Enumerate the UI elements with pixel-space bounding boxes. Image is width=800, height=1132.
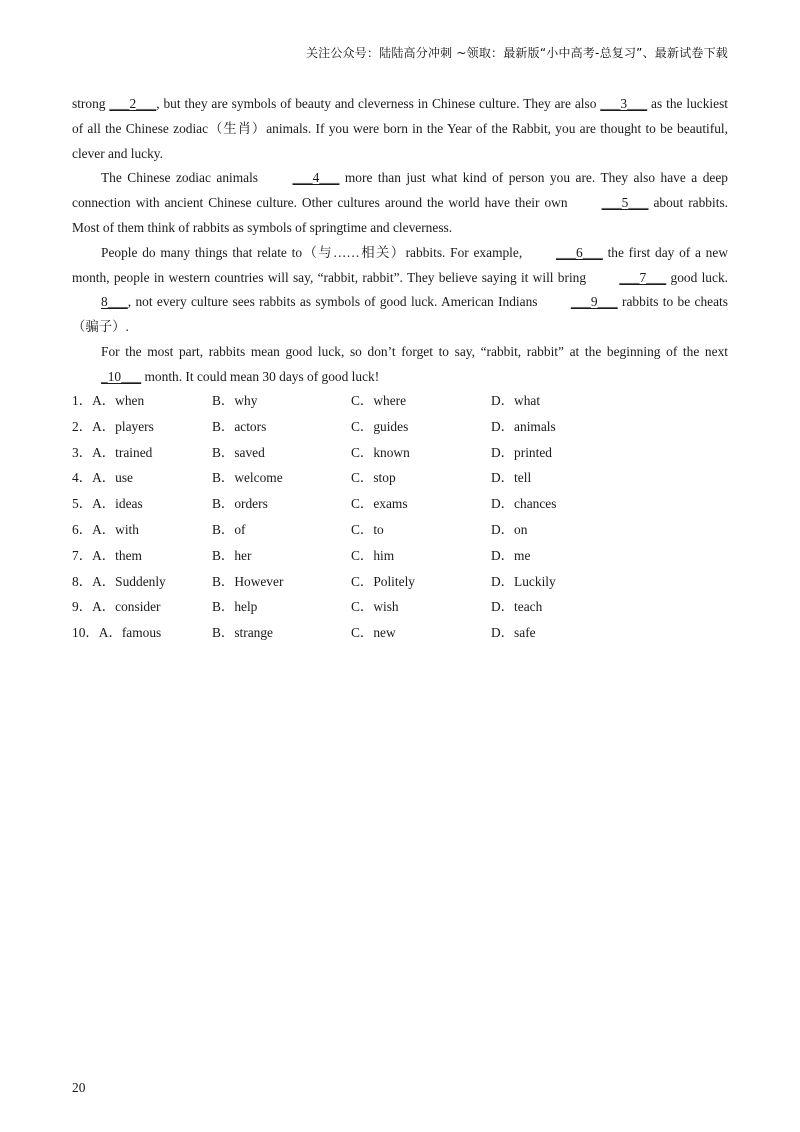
option-d: D．chances bbox=[491, 496, 557, 512]
text: strong bbox=[72, 96, 110, 111]
text: as the luckiest of all the Chinese zodiac（生肖）animals. If you were born in the Year of the Rabbit, you are thought to be beautiful, clever and lucky. bbox=[72, 96, 728, 161]
blank-4: ___4___ bbox=[292, 170, 340, 186]
blank-6: ___6___ bbox=[555, 244, 603, 260]
option-a: 1．A．when bbox=[72, 393, 145, 408]
option-b: B．welcome bbox=[212, 470, 283, 486]
question-row bbox=[72, 545, 728, 571]
option-c: C．wish bbox=[351, 599, 399, 615]
blank-2: ___2___ bbox=[109, 96, 157, 111]
option-b: B．orders bbox=[212, 496, 268, 512]
option-c: C．him bbox=[351, 547, 395, 563]
question-number: 10． bbox=[72, 625, 99, 641]
option-a: 9．A．consider bbox=[72, 599, 161, 615]
blank-10: _10___ bbox=[101, 368, 142, 384]
question-row bbox=[72, 622, 728, 648]
question-number: 3． bbox=[72, 444, 93, 460]
blank-8: 8___ bbox=[101, 294, 128, 310]
option-d: D．Luckily bbox=[491, 573, 556, 589]
question-number: 5． bbox=[72, 496, 93, 512]
option-a: 6．A．with bbox=[72, 521, 139, 537]
question-number: 8． bbox=[72, 573, 93, 589]
paragraph-1 bbox=[72, 92, 728, 166]
option-c: C．new bbox=[351, 625, 396, 641]
question-number: 9． bbox=[72, 599, 93, 615]
question-number: 1． bbox=[72, 393, 93, 408]
page-number: 20 bbox=[72, 1080, 86, 1095]
option-b: B．why bbox=[212, 393, 258, 408]
text: , not every culture sees rabbits as symbols of good luck. American Indians bbox=[127, 294, 542, 310]
option-c: C．stop bbox=[351, 470, 396, 486]
paragraph-3 bbox=[72, 241, 728, 340]
option-d: D．printed bbox=[491, 444, 552, 460]
page-header: 关注公众号：陆陆高分冲刺 ~领取：最新版“小中高考-总复习”、最新试卷下载 bbox=[305, 46, 728, 60]
blank-5: ___5___ bbox=[601, 195, 649, 211]
text: For the most part, rabbits mean good luck, so don’t forget to say, “rabbit, rabbit” at the beginning of the next bbox=[101, 343, 728, 359]
option-a: 2．A．players bbox=[72, 418, 154, 434]
text: rabbits to be cheats（骗子）. bbox=[72, 294, 728, 335]
option-d: D．what bbox=[491, 393, 541, 408]
paragraph-4 bbox=[72, 340, 728, 390]
option-d: D．on bbox=[491, 521, 528, 537]
option-c: C．guides bbox=[351, 418, 409, 434]
option-d: D．me bbox=[491, 547, 531, 563]
option-c: C．Politely bbox=[351, 573, 415, 589]
question-row bbox=[72, 493, 728, 519]
option-b: B．However bbox=[212, 573, 284, 589]
text: more than just what kind of person you are. They also have a deep connection with ancient Chinese culture. Other cultures around the world have their own bbox=[72, 170, 728, 211]
blank-3: ___3___ bbox=[600, 96, 648, 111]
text: The Chinese zodiac animals bbox=[101, 170, 264, 186]
question-row bbox=[72, 467, 728, 493]
text: the first day of a new month, people in western countries will say, “rabbit, rabbit”. They believe saying it will bring bbox=[72, 244, 728, 285]
blank-7: ___7___ bbox=[619, 269, 667, 285]
option-b: B．actors bbox=[212, 418, 267, 434]
option-d: D．teach bbox=[491, 599, 543, 615]
option-a: 7．A．them bbox=[72, 547, 142, 563]
text: month. It could mean 30 days of good luck! bbox=[141, 368, 380, 384]
question-row bbox=[72, 596, 728, 622]
option-b: B．help bbox=[212, 599, 258, 615]
blank-9: ___9___ bbox=[570, 294, 618, 310]
text: People do many things that relate to（与……相关）rabbits. For example, bbox=[101, 244, 527, 260]
question-row bbox=[72, 416, 728, 442]
option-a: 10．A．famous bbox=[72, 625, 162, 641]
option-a: 5．A．ideas bbox=[72, 496, 143, 512]
option-c: C．where bbox=[351, 393, 407, 408]
question-number: 6． bbox=[72, 521, 93, 537]
option-a: 8．A．Suddenly bbox=[72, 573, 166, 589]
question-options bbox=[72, 390, 728, 648]
option-d: D．safe bbox=[491, 625, 536, 641]
paragraph-2 bbox=[72, 166, 728, 240]
option-d: D．tell bbox=[491, 470, 532, 486]
question-row bbox=[72, 519, 728, 545]
text: , but they are symbols of beauty and cleverness in Chinese culture. They are also bbox=[156, 96, 601, 111]
option-c: C．exams bbox=[351, 496, 408, 512]
question-number: 7． bbox=[72, 547, 93, 563]
option-b: B．strange bbox=[212, 625, 273, 641]
question-row bbox=[72, 442, 728, 468]
question-number: 2． bbox=[72, 418, 93, 434]
question-row bbox=[72, 390, 728, 416]
option-c: C．known bbox=[351, 444, 410, 460]
option-b: B．her bbox=[212, 547, 252, 563]
question-number: 4． bbox=[72, 470, 93, 486]
option-a: 4．A．use bbox=[72, 470, 134, 486]
text: about rabbits. Most of them think of rabbits as symbols of springtime and cleverness. bbox=[72, 195, 729, 235]
option-a: 3．A．trained bbox=[72, 444, 153, 460]
text: good luck. bbox=[666, 269, 728, 285]
option-b: B．saved bbox=[212, 444, 265, 460]
option-c: C．to bbox=[351, 521, 384, 537]
option-b: B．of bbox=[212, 521, 246, 537]
question-row bbox=[72, 571, 728, 597]
passage bbox=[72, 92, 728, 390]
option-d: D．animals bbox=[491, 418, 556, 434]
